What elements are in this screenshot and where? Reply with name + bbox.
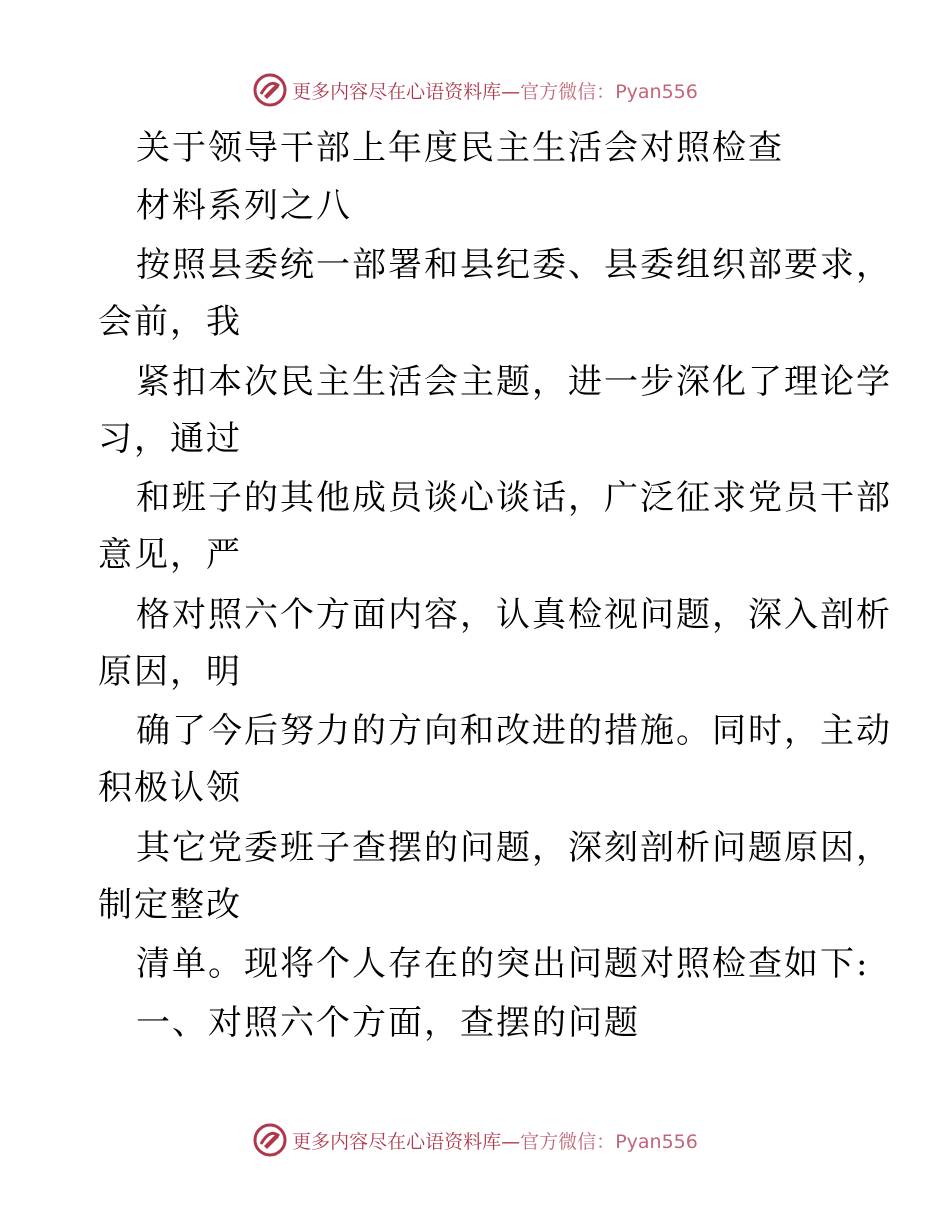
paragraph-line: 制定整改 — [98, 885, 242, 925]
watermark-wechat-label: 官方微信： — [520, 80, 616, 103]
paragraph-line: 原因，明 — [98, 652, 242, 692]
paragraph-line: 紧扣本次民主生活会主题，进一步深化了理论学 — [136, 362, 892, 402]
document-title-line-2: 材料系列之八 — [136, 186, 352, 226]
watermark-dash: — — [501, 1130, 521, 1153]
watermark-wechat-label: 官方微信： — [520, 1130, 616, 1153]
watermark-slogan: 更多内容尽在心语资料库 — [292, 80, 502, 103]
watermark-dash: — — [501, 80, 521, 103]
paragraph-line: 其它党委班子查摆的问题，深刻剖析问题原因， — [136, 828, 892, 868]
document-title-line-1: 关于领导干部上年度民主生活会对照检查 — [136, 128, 784, 168]
paragraph-line: 清单。现将个人存在的突出问题对照检查如下: — [136, 944, 870, 984]
watermark-wechat-id: Pyan556 — [615, 80, 698, 103]
watermark-wechat-id: Pyan556 — [615, 1130, 698, 1153]
paragraph-line: 习，通过 — [98, 419, 242, 459]
paragraph-line: 格对照六个方面内容，认真检视问题，深入剖析 — [136, 595, 892, 635]
logo-icon — [252, 1122, 288, 1158]
watermark-text — [292, 77, 698, 104]
paragraph-line: 确了今后努力的方向和改进的措施。同时，主动 — [136, 711, 892, 751]
paragraph-line: 和班子的其他成员谈心谈话，广泛征求党员干部 — [136, 478, 892, 518]
paragraph-line: 按照县委统一部署和县纪委、县委组织部要求， — [136, 245, 892, 285]
section-heading: 一、对照六个方面，查摆的问题 — [136, 1003, 640, 1043]
watermark-text — [292, 1127, 698, 1154]
footer-watermark — [0, 1120, 950, 1160]
watermark-slogan: 更多内容尽在心语资料库 — [292, 1130, 502, 1153]
header-watermark — [0, 70, 950, 110]
paragraph-line: 会前，我 — [98, 302, 242, 342]
paragraph-line: 积极认领 — [98, 768, 242, 808]
logo-icon — [252, 72, 288, 108]
paragraph-line: 意见，严 — [98, 535, 242, 575]
